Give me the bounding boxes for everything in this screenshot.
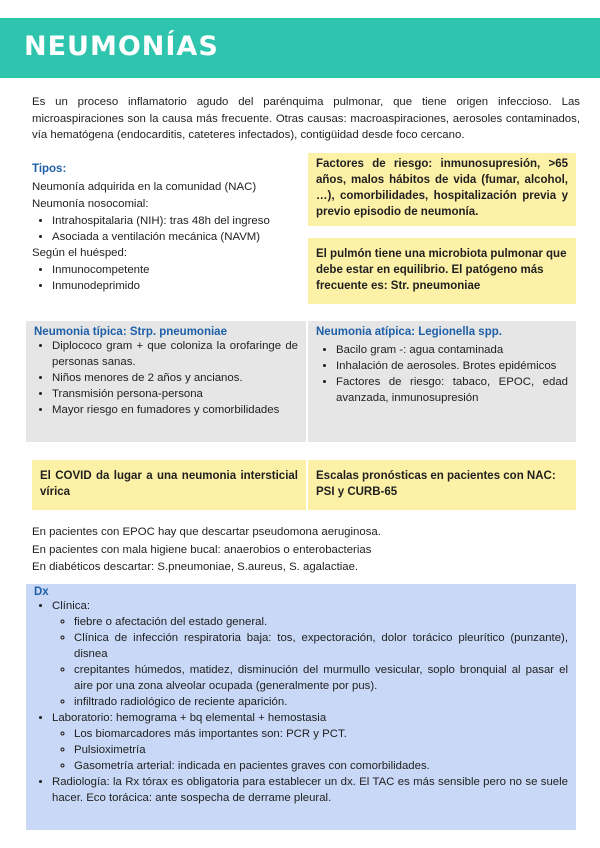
page-header bbox=[0, 18, 600, 78]
notes-section bbox=[32, 524, 582, 577]
tipos-section bbox=[32, 163, 302, 294]
dx-clinica bbox=[52, 598, 568, 710]
dx-list bbox=[34, 598, 568, 806]
microbiota-box bbox=[308, 238, 576, 304]
tipica-title: Neumonia típica: Strp. pneumoniae bbox=[34, 326, 227, 338]
list-item: • Mayor riesgo en fumadores y comorbilidades bbox=[52, 402, 298, 418]
atipica-box bbox=[308, 321, 576, 442]
note-line: En pacientes con mala higiene bucal: anaerobios o enterobacterias bbox=[32, 543, 372, 556]
list-item: • Niños menores de 2 años y ancianos. bbox=[52, 370, 298, 386]
list-item: ◦ Pulsioximetría bbox=[74, 742, 568, 758]
laboratorio-list bbox=[52, 726, 568, 774]
list-item: ◦ crepitantes húmedos, matidez, disminución del murmullo vesicular, soplo bronquial al pasar el aire por una zona alveolar ocupada (generalmente por pus). bbox=[74, 662, 568, 694]
dx-laboratorio-label: Laboratorio: hemograma + bq elemental + hemostasia bbox=[52, 712, 327, 724]
dx-radiologia: • Radiología: la Rx tórax es obligatoria para establecer un dx. El TAC es más sensible pero no se suele hacer. Eco torácica: ante sospecha de derrame pleural. bbox=[52, 774, 568, 806]
huesped-list bbox=[32, 262, 302, 294]
list-item: • Transmisión persona-persona bbox=[52, 386, 298, 402]
tipo-nac: Neumonía adquirida en la comunidad (NAC) bbox=[32, 181, 257, 193]
atipica-list bbox=[316, 342, 568, 406]
list-item: • Factores de riesgo: tabaco, EPOC, edad avanzada, inmunosupresión bbox=[336, 374, 568, 406]
note-line: En pacientes con EPOC hay que descartar pseudomona aeruginosa. bbox=[32, 526, 381, 538]
list-item: ◦ Clínica de infección respiratoria baja: tos, expectoración, dolor torácico pleurítico (punzante), disnea bbox=[74, 630, 568, 662]
note-line: En diabéticos descartar: S.pneumoniae, S.aureus, S. agalactiae. bbox=[32, 561, 359, 573]
list-item: • Asociada a ventilación mecánica (NAVM) bbox=[52, 229, 302, 245]
tipo-nosocomial: Neumonía nosocomial: bbox=[32, 198, 149, 210]
list-item: • Diplococo gram + que coloniza la orofaringe de personas sanas. bbox=[52, 338, 298, 370]
page-title: NEUMONÍAS bbox=[24, 31, 219, 62]
tipo-huesped: Según el huésped: bbox=[32, 247, 128, 259]
dx-title: Dx bbox=[34, 586, 49, 598]
dx-clinica-label: Clínica: bbox=[52, 600, 90, 612]
microbiota-text: El pulmón tiene una microbiota pulmonar que debe estar en equilibrio. El patógeno más frecuente es: Str. pneumoniae bbox=[316, 248, 567, 292]
escalas-box bbox=[308, 460, 576, 510]
covid-text: El COVID da lugar a una neumonia intersticial vírica bbox=[40, 470, 298, 498]
escalas-text: Escalas pronósticas en pacientes con NAC: PSI y CURB-65 bbox=[316, 470, 556, 498]
tipica-list bbox=[34, 338, 298, 418]
dx-laboratorio bbox=[52, 710, 568, 774]
nosocomial-list bbox=[32, 213, 302, 245]
intro-paragraph: Es un proceso inflamatorio agudo del parénquima pulmonar, que tiene origen infeccioso. Las microaspiraciones son la causa más frecuente. Otras causas: macroaspiraciones, aerosoles contaminados, vía hematógena (endocarditis, cateteres infectados), contigüidad desde foco cercano. bbox=[32, 96, 580, 141]
tipica-box bbox=[26, 321, 306, 442]
factores-riesgo-text: Factores de riesgo: inmunosupresión, >65 años, malos hábitos de vida (fumar, alcohol, …), comorbilidades, hospitalización previa y previo episodio de neumonía. bbox=[316, 158, 568, 218]
list-item: ◦ infiltrado radiológico de reciente aparición. bbox=[74, 694, 568, 710]
covid-box bbox=[32, 460, 306, 510]
list-item: • Inmunodeprimido bbox=[52, 278, 302, 294]
tipos-title: Tipos: bbox=[32, 163, 67, 175]
factores-riesgo-box bbox=[308, 153, 576, 226]
atipica-title: Neumonia atípica: Legionella spp. bbox=[316, 326, 502, 338]
list-item: • Intrahospitalaria (NIH): tras 48h del ingreso bbox=[52, 213, 302, 229]
list-item: • Bacilo gram -: agua contaminada bbox=[336, 342, 568, 358]
list-item: • Inhalación de aerosoles. Brotes epidémicos bbox=[336, 358, 568, 374]
list-item: ◦ Los biomarcadores más importantes son: PCR y PCT. bbox=[74, 726, 568, 742]
list-item: ◦ Gasometría arterial: indicada en pacientes graves con comorbilidades. bbox=[74, 758, 568, 774]
dx-box bbox=[26, 584, 576, 830]
clinica-list bbox=[52, 614, 568, 710]
list-item: ◦ fiebre o afectación del estado general. bbox=[74, 614, 568, 630]
list-item: • Inmunocompetente bbox=[52, 262, 302, 278]
